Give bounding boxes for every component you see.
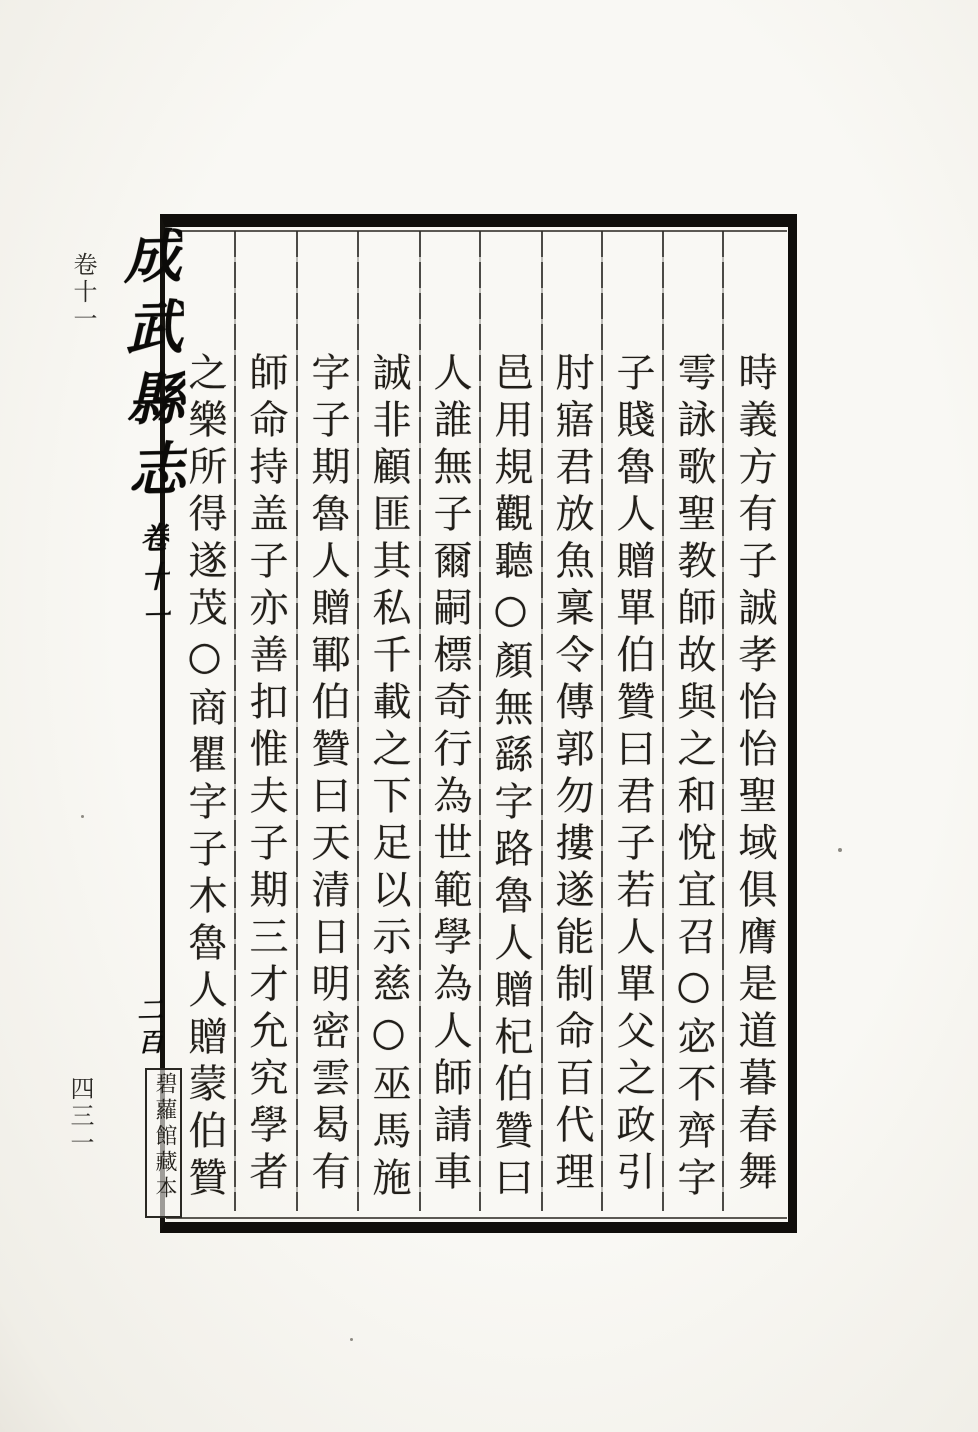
- text-column-7: 誠非顧匪其私千載之下足以示慈○巫馬施: [366, 352, 411, 1204]
- handwritten-volume: 卷十一: [133, 521, 172, 640]
- handwritten-note: 二百: [132, 995, 164, 1061]
- scan-speckle: [81, 815, 84, 818]
- page-number: 四三一: [66, 1076, 94, 1157]
- text-column-2: 雩詠歌聖教師故與之和悅宜召○宓不齊字: [671, 352, 716, 1204]
- text-column-4: 肘寤君放魚稟令傳郭勿摟遂能制命百代理: [549, 352, 594, 1198]
- text-column-6: 人誰無子爾嗣標奇行為世範學為人師請車: [427, 352, 472, 1198]
- text-column-1: 時義方有子誠孝怡怡聖域俱膺是道暮春舞: [732, 352, 777, 1198]
- volume-label: 卷十一: [69, 252, 97, 333]
- handwritten-title: 成武縣志: [113, 225, 187, 511]
- collection-stamp-text: 碧蘿館藏本: [152, 1072, 177, 1202]
- collection-stamp-box: [145, 1068, 182, 1218]
- text-column-10: 之樂所得遂茂○商瞿字子木魯人贈蒙伯贊: [182, 352, 227, 1204]
- scan-speckle: [350, 1338, 353, 1341]
- text-column-3: 子賤魯人贈單伯贊曰君子若人單父之政引: [610, 352, 655, 1198]
- text-column-8: 字子期魯人贈鄆伯贊曰天清日明密雲曷有: [305, 352, 350, 1198]
- text-column-5: 邑用規觀聽○顏無繇字路魯人贈杞伯贊曰: [488, 352, 533, 1204]
- text-column-9: 師命持盖子亦善扣惟夫子期三才允究學者: [243, 352, 288, 1198]
- scan-speckle: [838, 848, 842, 852]
